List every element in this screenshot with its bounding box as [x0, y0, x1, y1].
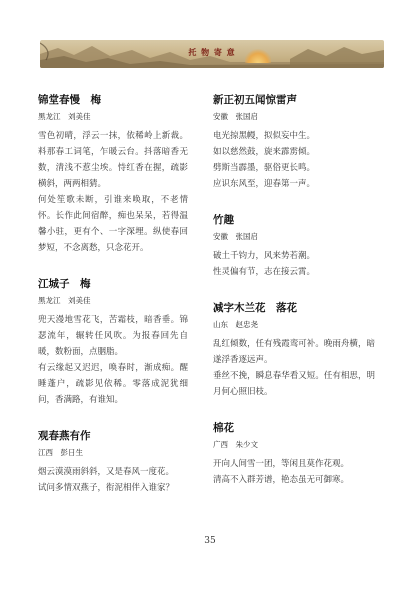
poem-line: 应识东风至，迎春第一声。 — [213, 179, 316, 189]
poem-title: 锦堂春慢 梅 — [38, 94, 101, 106]
poem-line: 开向人间雪一团，等闲且莫作花观。 — [213, 459, 350, 469]
poem-author: 安徽 张国启 — [213, 112, 258, 121]
poem-author: 江西 彭日生 — [38, 448, 83, 457]
poem — [38, 92, 188, 256]
poem-line: 电光掠黑幔，拟似妄中生。 — [213, 131, 316, 141]
poem-line: 兜天漫地雪花飞，苦霜枝，暗香垂。锦瑟流年，辗转任风吹。为报春回先自暖，数粉面，点胭脂。 — [38, 315, 188, 357]
poem-line: 雪色初晴，浮云一抹，依稀岭上新裁。料那春工词笔，乍暖云台。抖落暗香无数，清浅不惹尘埃。恃红香在握，疏影横斜，两两相猜。 — [38, 131, 188, 189]
poem-line: 乱红倾数，任有残霞鸾可补。晚雨舟横，暗遂浮香逐远声。 — [213, 339, 375, 365]
poem — [38, 276, 188, 408]
poem — [213, 92, 375, 192]
poem-title: 减字木兰花 落花 — [213, 302, 297, 314]
page-number: 35 — [204, 536, 216, 546]
poem-line: 烟云漠漠雨斜斜，又是春风一度花。 — [38, 467, 175, 477]
poem-line: 垂丝不挽，瞬息春华看又短。任有相思，明月何心照旧枝。 — [213, 371, 375, 397]
poem-line: 破土千钧力，风来势若潮。 — [213, 251, 316, 261]
poem-author: 黑龙江 刘美佳 — [38, 112, 91, 121]
header-banner — [40, 40, 384, 68]
left-column — [38, 92, 188, 516]
poem-title: 观春燕有作 — [38, 430, 91, 442]
banner-title: 托 物 寄 意 — [188, 47, 236, 57]
poem-line: 如以慈然鼓，旋来霹雳倾。 — [213, 147, 316, 157]
poem-author: 安徽 张国启 — [213, 232, 258, 241]
poem-title: 竹趣 — [213, 214, 234, 226]
poem-line: 劈斯当霹墨，驱俗更长鸣。 — [213, 163, 316, 173]
poem-line: 试问多情双燕子，衔泥相伴入谁家？ — [38, 483, 175, 493]
poem-line: 清高不入群芳谱，艳态虽无可御寒。 — [213, 475, 350, 485]
poem-title: 江城子 梅 — [38, 278, 91, 290]
poem-line: 有云缘起又迟迟，唤春时，渐成痴。醒睡蓬户，疏影见依稀。零落成泥犹细问，香满路，有谁知。 — [38, 363, 188, 405]
poem — [213, 212, 375, 280]
right-column — [213, 92, 375, 508]
poem-title: 棉花 — [213, 422, 234, 434]
poem-line: 何处笙歌未断，引谁来唤取，不老情怀。长作此间宿醉，痴也呆呆，若得温馨小驻，更有个、一字深埋。纵使春回梦短，不念离愁，只念花开。 — [38, 195, 188, 253]
poem-author: 山东 赵忠尧 — [213, 320, 258, 329]
poem — [38, 428, 188, 496]
poem — [213, 420, 375, 488]
poem — [213, 300, 375, 400]
poem-line: 性灵偏有节，志在接云霄。 — [213, 267, 316, 277]
poem-author: 黑龙江 刘美佳 — [38, 296, 91, 305]
poem-title: 新正初五闻惊雷声 — [213, 94, 297, 106]
poem-author: 广西 朱少文 — [213, 440, 258, 449]
